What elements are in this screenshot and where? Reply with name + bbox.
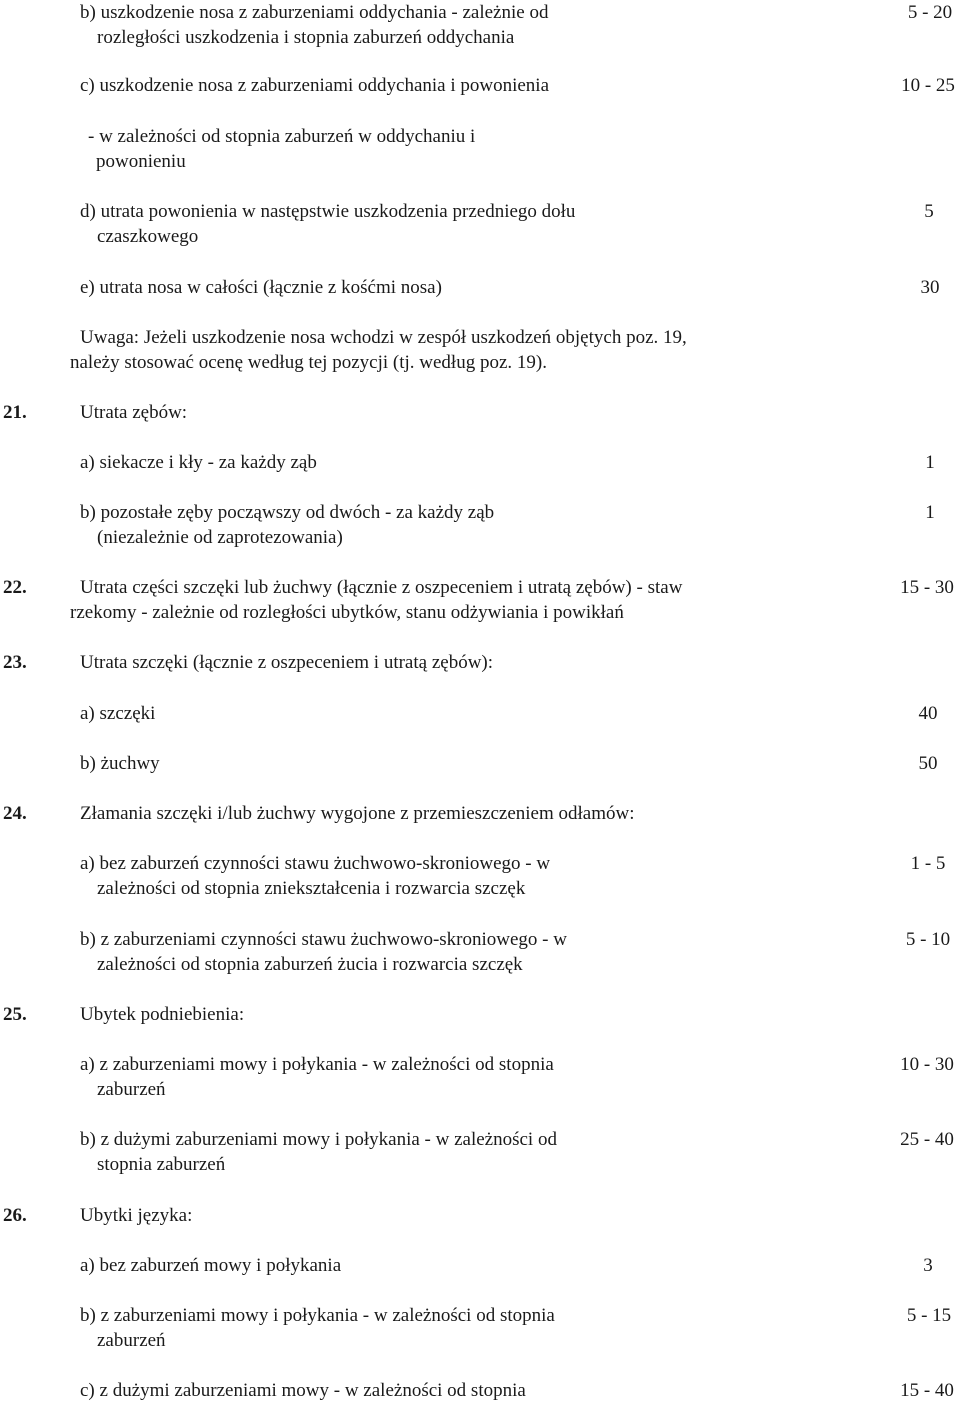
- section-title: Ubytki języka:: [80, 1205, 193, 1226]
- entry-text: [80, 751, 160, 776]
- section-title: rzekomy - zależnie od rozległości ubytków, stanu odżywiania i powikłań: [70, 602, 624, 623]
- entry-text: [80, 1127, 697, 1177]
- entry-line: - w zależności od stopnia zaburzeń w oddychaniu i: [88, 126, 476, 147]
- section-number: 26.: [3, 1205, 27, 1226]
- entry-text: [80, 0, 697, 50]
- entry-value: 5 - 20: [907, 2, 953, 23]
- entry-value: 40: [918, 703, 938, 724]
- entry-line: c) z dużymi zaburzeniami mowy - w zależności od stopnia: [80, 1380, 526, 1401]
- section-number: 23.: [3, 652, 27, 673]
- entry-line: b) pozostałe zęby począwszy od dwóch - za każdy ząb: [80, 502, 495, 523]
- entry-line: zależności od stopnia zaburzeń żucia i rozwarcia szczęk: [97, 954, 523, 975]
- section-number: 21.: [3, 402, 27, 423]
- entry-line: stopnia zaburzeń: [97, 1154, 226, 1175]
- section-title: Utrata części szczęki lub żuchwy (łącznie z oszpeceniem i utratą zębów) - staw: [80, 577, 683, 598]
- entry-line: a) bez zaburzeń mowy i połykania: [80, 1255, 342, 1276]
- entry-value: 10 - 30: [900, 1054, 954, 1075]
- entry-line: b) uszkodzenie nosa z zaburzeniami oddychania - zależnie od: [80, 2, 549, 23]
- entry-text: [80, 1303, 697, 1353]
- entry-value: 25 - 40: [900, 1129, 954, 1150]
- entry-line: zależności od stopnia zniekształcenia i rozwarcia szczęk: [97, 878, 526, 899]
- entry-text: [80, 851, 697, 901]
- entry-line: d) utrata powonienia w następstwie uszkodzenia przedniego dołu: [80, 201, 576, 222]
- entry-line: b) z dużymi zaburzeniami mowy i połykania - w zależności od: [80, 1129, 557, 1150]
- entry-value: 5 - 15: [906, 1305, 952, 1326]
- entry-text: [88, 124, 696, 174]
- entry-text: [80, 1378, 526, 1403]
- entry-line: powonieniu: [96, 151, 186, 172]
- entry-value: 10 - 25: [901, 75, 955, 96]
- entry-line: a) bez zaburzeń czynności stawu żuchwowo-skroniowego - w: [80, 853, 551, 874]
- entry-line: a) z zaburzeniami mowy i połykania - w zależności od stopnia: [80, 1054, 554, 1075]
- entry-value: 50: [918, 753, 938, 774]
- entry-line: zaburzeń: [97, 1330, 166, 1351]
- entry-text: [80, 927, 697, 977]
- entry-line: czaszkowego: [97, 226, 199, 247]
- entry-text: [80, 1052, 697, 1102]
- entry-line: e) utrata nosa w całości (łącznie z kośćmi nosa): [80, 277, 442, 298]
- entry-line: rozległości uszkodzenia i stopnia zaburzeń oddychania: [97, 27, 515, 48]
- section-number: 25.: [3, 1004, 27, 1025]
- entry-text: [80, 450, 317, 475]
- entry-value: 1 - 5: [910, 853, 946, 874]
- note-line: Uwaga: Jeżeli uszkodzenie nosa wchodzi w zespół uszkodzeń objętych poz. 19,: [80, 327, 687, 348]
- entry-value: 30: [920, 277, 940, 298]
- entry-text: [80, 701, 155, 726]
- entry-value: 5 - 10: [905, 929, 951, 950]
- entry-text: [80, 500, 697, 550]
- entry-line: c) uszkodzenie nosa z zaburzeniami oddychania i powonienia: [80, 75, 550, 96]
- entry-line: a) siekacze i kły - za każdy ząb: [80, 452, 317, 473]
- section-title: Utrata szczęki (łącznie z oszpeceniem i utratą zębów):: [80, 652, 494, 673]
- entry-line: b) z zaburzeniami mowy i połykania - w zależności od stopnia: [80, 1305, 555, 1326]
- entry-text: [80, 199, 717, 249]
- section-number: 24.: [3, 803, 27, 824]
- note-line: należy stosować ocenę według tej pozycji (tj. według poz. 19).: [70, 352, 547, 373]
- section-number: 22.: [3, 577, 27, 598]
- entry-text: [80, 275, 442, 300]
- entry-line: b) żuchwy: [80, 753, 160, 774]
- entry-line: (niezależnie od zaprotezowania): [97, 527, 343, 548]
- section-title: Złamania szczęki i/lub żuchwy wygojone z przemieszczeniem odłamów:: [80, 803, 635, 824]
- section-title: Ubytek podniebienia:: [80, 1004, 245, 1025]
- entry-line: a) szczęki: [80, 703, 156, 724]
- entry-line: b) z zaburzeniami czynności stawu żuchwowo-skroniowego - w: [80, 929, 567, 950]
- entry-value: 1: [925, 452, 935, 473]
- entry-line: zaburzeń: [97, 1079, 166, 1100]
- entry-value: 5: [924, 201, 934, 222]
- entry-value: 3: [923, 1255, 933, 1276]
- entry-value: 15 - 40: [900, 1380, 954, 1401]
- entry-value: 1: [925, 502, 935, 523]
- entry-text: [80, 1253, 341, 1278]
- entry-text: [80, 73, 549, 98]
- section-title: Utrata zębów:: [80, 402, 188, 423]
- entry-value: 15 - 30: [900, 577, 954, 598]
